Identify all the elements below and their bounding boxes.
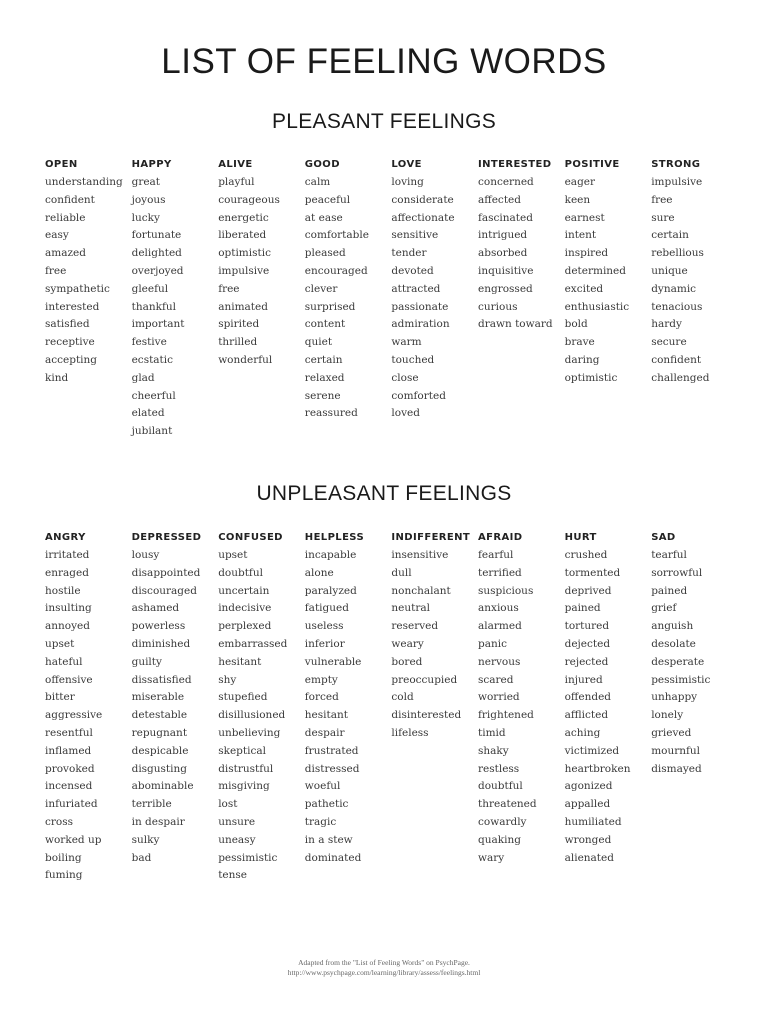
column-heading: HAPPY xyxy=(131,159,172,170)
feeling-word: dismayed xyxy=(651,762,702,775)
feeling-word: curious xyxy=(478,300,518,313)
feeling-word: tortured xyxy=(564,620,610,633)
feeling-word: perplexed xyxy=(218,620,272,633)
source-footer xyxy=(0,958,768,978)
feeling-word: playful xyxy=(218,176,255,188)
feeling-word: powerless xyxy=(131,620,186,633)
feeling-column-depressed xyxy=(132,529,218,867)
feeling-word: quaking xyxy=(478,833,521,846)
feeling-word: drawn toward xyxy=(478,318,553,331)
feeling-word: worried xyxy=(478,691,520,704)
feeling-word: satisfied xyxy=(45,318,90,331)
feeling-word: daring xyxy=(564,353,600,366)
feeling-word: hateful xyxy=(45,655,83,668)
feeling-word: secure xyxy=(651,336,687,349)
feeling-word: preoccupied xyxy=(391,673,458,686)
feeling-word: inflamed xyxy=(45,744,92,757)
feeling-column-afraid xyxy=(478,529,564,867)
feeling-word: intrigued xyxy=(478,229,528,242)
feeling-word: insulting xyxy=(45,602,92,615)
feeling-word: hesitant xyxy=(218,655,262,668)
column-heading: STRONG xyxy=(651,159,701,170)
column-heading: HURT xyxy=(564,532,597,543)
feeling-word: close xyxy=(391,371,419,384)
feeling-word: tense xyxy=(218,869,247,882)
feeling-word: panic xyxy=(478,637,507,650)
feeling-word: incapable xyxy=(304,549,357,561)
feeling-word: heartbroken xyxy=(564,762,631,775)
feeling-word: alone xyxy=(304,566,334,579)
feeling-word: scared xyxy=(478,673,514,686)
feeling-word: sulky xyxy=(131,833,160,846)
feeling-word: certain xyxy=(304,353,343,366)
feeling-word: frustrated xyxy=(304,744,359,757)
feeling-word: pessimistic xyxy=(218,851,278,864)
feeling-word: wonderful xyxy=(218,353,273,366)
feeling-word: distrustful xyxy=(218,762,274,775)
feeling-word: comfortable xyxy=(304,229,369,242)
feeling-word: uncertain xyxy=(218,584,270,597)
feeling-word: afflicted xyxy=(564,709,609,722)
feeling-word: important xyxy=(131,318,185,331)
feeling-word: misgiving xyxy=(218,780,270,793)
feeling-word: pained xyxy=(564,602,601,615)
feeling-word: dominated xyxy=(304,851,362,864)
column-heading: GOOD xyxy=(304,159,340,170)
feeling-word: spirited xyxy=(218,318,260,331)
feeling-word: festive xyxy=(131,336,167,349)
feeling-word: hesitant xyxy=(304,709,348,722)
feeling-word: vulnerable xyxy=(304,655,362,668)
feeling-word: pleased xyxy=(304,247,346,260)
feeling-word: offended xyxy=(564,691,612,704)
feeling-word: lifeless xyxy=(391,726,429,739)
feeling-word: discouraged xyxy=(131,584,197,597)
feeling-word: disinterested xyxy=(391,709,462,722)
feeling-word: upset xyxy=(45,637,75,650)
feeling-word: cowardly xyxy=(478,815,527,828)
feeling-word: woeful xyxy=(304,780,341,793)
feeling-word: eager xyxy=(564,176,596,188)
feeling-word: sure xyxy=(651,211,675,224)
feeling-word: repugnant xyxy=(131,726,188,739)
feeling-word: earnest xyxy=(564,211,605,224)
feeling-word: brave xyxy=(564,336,595,349)
feeling-word: irritated xyxy=(45,549,90,561)
feeling-word: surprised xyxy=(304,300,356,313)
feeling-word: useless xyxy=(304,620,344,633)
feeling-word: unique xyxy=(651,264,688,277)
feeling-word: excited xyxy=(564,282,604,295)
feeling-word: disgusting xyxy=(131,762,187,775)
column-heading: POSITIVE xyxy=(564,159,620,170)
feeling-column-positive xyxy=(565,156,651,388)
feeling-word: anxious xyxy=(478,602,519,615)
feeling-word: quiet xyxy=(304,336,333,349)
feeling-word: comforted xyxy=(391,389,446,402)
feeling-word: annoyed xyxy=(45,620,90,633)
feeling-word: lousy xyxy=(131,549,160,561)
feeling-word: humiliated xyxy=(564,815,622,828)
feeling-word: unhappy xyxy=(651,691,698,704)
feeling-word: affectionate xyxy=(391,211,455,224)
feeling-word: encouraged xyxy=(304,264,368,277)
feeling-word: sorrowful xyxy=(651,566,703,579)
feeling-word: unsure xyxy=(218,815,256,828)
feeling-word: empty xyxy=(304,673,338,686)
feeling-word: despair xyxy=(304,726,345,739)
unpleasant-heading: UNPLEASANT FEELINGS xyxy=(256,482,512,505)
feeling-word: suspicious xyxy=(478,584,534,597)
feeling-word: fatigued xyxy=(304,602,349,615)
feeling-word: paralyzed xyxy=(304,584,357,597)
feeling-column-love xyxy=(391,156,477,423)
feeling-word: elated xyxy=(131,407,165,420)
feeling-word: thankful xyxy=(131,300,176,313)
feeling-word: forced xyxy=(304,691,339,704)
feeling-word: reserved xyxy=(391,620,439,633)
feeling-word: delighted xyxy=(131,247,182,260)
feeling-word: ecstatic xyxy=(131,353,174,366)
feeling-word: content xyxy=(304,318,346,331)
feeling-word: incensed xyxy=(45,780,93,793)
feeling-word: loved xyxy=(391,407,420,420)
feeling-word: rebellious xyxy=(651,247,704,260)
feeling-word: liberated xyxy=(218,229,267,242)
feeling-word: receptive xyxy=(45,336,95,349)
feeling-word: anguish xyxy=(651,620,694,633)
column-heading: INDIFFERENT xyxy=(391,532,471,543)
feeling-word: concerned xyxy=(478,176,534,188)
feeling-column-helpless xyxy=(305,529,391,867)
feeling-word: nonchalant xyxy=(391,584,451,597)
feeling-word: at ease xyxy=(304,211,343,224)
column-heading: HELPLESS xyxy=(304,532,365,543)
feeling-word: free xyxy=(45,264,67,277)
feeling-word: hardy xyxy=(651,318,682,331)
feeling-word: desolate xyxy=(651,637,696,650)
feeling-word: grieved xyxy=(651,726,692,739)
feeling-word: considerate xyxy=(391,193,454,206)
feeling-word: crushed xyxy=(564,549,608,561)
feeling-column-confused xyxy=(218,529,304,885)
feeling-word: ashamed xyxy=(131,602,180,615)
feeling-word: tearful xyxy=(651,549,687,561)
feeling-word: miserable xyxy=(131,691,185,704)
feeling-word: hostile xyxy=(45,584,81,597)
feeling-word: uneasy xyxy=(218,833,256,846)
feeling-column-good xyxy=(305,156,391,423)
feeling-word: loving xyxy=(391,176,424,188)
feeling-column-happy xyxy=(132,156,218,441)
feeling-word: affected xyxy=(478,193,521,206)
feeling-word: cross xyxy=(45,815,73,828)
feeling-word: tragic xyxy=(304,815,337,828)
pleasant-heading: PLEASANT FEELINGS xyxy=(271,110,497,133)
feeling-word: passionate xyxy=(391,300,449,313)
feeling-word: resentful xyxy=(45,726,93,739)
feeling-word: lost xyxy=(218,798,238,811)
feeling-word: fortunate xyxy=(131,229,182,242)
feeling-word: tormented xyxy=(564,566,621,579)
feeling-word: in despair xyxy=(131,815,185,828)
column-heading: LOVE xyxy=(391,159,422,170)
feeling-word: optimistic xyxy=(564,371,618,384)
feeling-word: boiling xyxy=(45,851,82,864)
feeling-word: optimistic xyxy=(218,247,271,260)
feeling-word: alienated xyxy=(564,851,614,864)
feeling-word: absorbed xyxy=(478,247,528,260)
feeling-word: neutral xyxy=(391,602,430,615)
feeling-word: dissatisfied xyxy=(131,673,192,686)
column-heading: SAD xyxy=(651,532,676,543)
feeling-word: warm xyxy=(391,336,422,349)
feeling-word: kind xyxy=(45,371,69,384)
feeling-word: embarrassed xyxy=(218,637,288,650)
feeling-word: victimized xyxy=(564,744,620,757)
column-heading: CONFUSED xyxy=(218,532,283,543)
feeling-word: infuriated xyxy=(45,798,98,811)
feeling-word: detestable xyxy=(131,709,188,722)
feeling-word: appalled xyxy=(564,798,611,811)
feeling-word: weary xyxy=(391,637,424,650)
source-url: http://www.psychpage.com/learning/library/assess/feelings.html xyxy=(287,968,481,977)
feeling-word: tender xyxy=(391,247,427,260)
column-heading: ALIVE xyxy=(218,159,253,170)
feeling-word: bold xyxy=(564,318,588,331)
column-heading: INTERESTED xyxy=(478,159,552,170)
feeling-word: disillusioned xyxy=(218,709,286,722)
feeling-word: fearful xyxy=(478,549,514,561)
feeling-word: dynamic xyxy=(651,282,697,295)
feeling-word: free xyxy=(651,193,673,206)
feeling-word: jubilant xyxy=(131,425,173,438)
feeling-word: dejected xyxy=(564,637,611,650)
feeling-word: enraged xyxy=(45,566,89,579)
feeling-word: doubtful xyxy=(478,780,523,793)
feeling-word: keen xyxy=(564,193,591,206)
feeling-word: sensitive xyxy=(391,229,439,242)
feeling-word: frightened xyxy=(478,709,534,722)
feeling-word: fascinated xyxy=(478,211,533,224)
feeling-word: enthusiastic xyxy=(564,300,630,313)
feeling-word: in a stew xyxy=(304,833,353,846)
feeling-word: insensitive xyxy=(391,549,449,561)
feeling-word: grief xyxy=(651,602,677,615)
column-heading: OPEN xyxy=(45,159,78,170)
feeling-word: peaceful xyxy=(304,193,351,206)
feeling-word: overjoyed xyxy=(131,264,184,277)
feeling-word: bitter xyxy=(45,691,75,704)
feeling-word: glad xyxy=(131,371,155,384)
feeling-word: restless xyxy=(478,762,520,775)
feeling-word: challenged xyxy=(651,371,710,384)
feeling-word: rejected xyxy=(564,655,609,668)
feeling-word: lonely xyxy=(651,709,684,722)
feeling-word: desperate xyxy=(651,655,705,668)
page-title: LIST OF FEELING WORDS xyxy=(161,42,607,81)
feeling-word: easy xyxy=(45,229,69,242)
feeling-word: threatened xyxy=(478,798,537,811)
feeling-word: energetic xyxy=(218,211,269,224)
feeling-word: aggressive xyxy=(45,709,103,722)
feeling-word: gleeful xyxy=(131,282,169,295)
feeling-word: offensive xyxy=(45,673,93,686)
feeling-word: injured xyxy=(564,673,603,686)
source-attribution: Adapted from the "List of Feeling Words" on PsychPage. xyxy=(298,958,470,967)
feeling-word: joyous xyxy=(131,193,166,206)
feeling-word: indecisive xyxy=(218,602,272,615)
feeling-word: wary xyxy=(478,851,505,864)
feeling-word: impulsive xyxy=(651,176,703,188)
feeling-word: mournful xyxy=(651,744,701,757)
feeling-word: serene xyxy=(304,389,341,402)
feeling-word: engrossed xyxy=(478,282,533,295)
feeling-word: cold xyxy=(391,691,414,704)
feeling-word: attracted xyxy=(391,282,441,295)
feeling-word: guilty xyxy=(131,655,162,668)
feeling-word: devoted xyxy=(391,264,434,277)
feeling-word: reassured xyxy=(304,407,358,420)
feeling-word: impulsive xyxy=(218,264,270,277)
feeling-word: agonized xyxy=(564,780,613,793)
feeling-word: worked up xyxy=(45,833,102,846)
feeling-column-hurt xyxy=(565,529,651,867)
feeling-word: reliable xyxy=(45,211,86,224)
feeling-word: fuming xyxy=(45,869,83,882)
feeling-word: terrible xyxy=(131,798,172,811)
feeling-word: animated xyxy=(218,300,268,313)
feeling-word: diminished xyxy=(131,637,191,650)
feeling-word: admiration xyxy=(391,318,450,331)
feeling-word: lucky xyxy=(131,211,160,224)
feeling-word: upset xyxy=(218,549,248,561)
feeling-word: great xyxy=(131,176,161,188)
feeling-word: despicable xyxy=(131,744,189,757)
feeling-word: inferior xyxy=(304,637,345,650)
feeling-word: amazed xyxy=(45,247,86,260)
feeling-word: relaxed xyxy=(304,371,345,384)
feeling-column-interested xyxy=(478,156,564,334)
feeling-word: distressed xyxy=(304,762,360,775)
feeling-word: pessimistic xyxy=(651,673,711,686)
feeling-word: calm xyxy=(304,176,331,188)
feeling-word: aching xyxy=(564,726,601,739)
feeling-word: certain xyxy=(651,229,689,242)
feeling-word: accepting xyxy=(45,353,98,366)
feeling-word: provoked xyxy=(45,762,95,775)
feeling-word: pathetic xyxy=(304,798,349,811)
feeling-word: intent xyxy=(564,229,597,242)
feeling-word: pained xyxy=(651,584,688,597)
feeling-word: free xyxy=(218,282,240,295)
feeling-word: terrified xyxy=(478,566,522,579)
feeling-word: doubtful xyxy=(218,566,263,579)
feeling-word: cheerful xyxy=(131,389,176,402)
feeling-word: dull xyxy=(391,566,412,579)
feeling-word: timid xyxy=(478,726,506,739)
column-heading: DEPRESSED xyxy=(131,532,202,543)
feeling-word: understanding xyxy=(45,176,123,188)
feeling-word: stupefied xyxy=(218,691,268,704)
column-heading: AFRAID xyxy=(478,532,523,543)
feeling-word: abominable xyxy=(131,780,194,793)
feeling-word: inspired xyxy=(564,247,609,260)
feeling-word: touched xyxy=(391,353,435,366)
feeling-word: tenacious xyxy=(651,300,703,313)
feeling-word: interested xyxy=(45,300,100,313)
feeling-word: sympathetic xyxy=(45,282,110,295)
feeling-word: inquisitive xyxy=(478,264,534,277)
feeling-column-sad xyxy=(651,529,737,778)
feeling-word: shy xyxy=(218,673,237,686)
feeling-word: determined xyxy=(564,264,626,277)
feeling-word: shaky xyxy=(478,744,509,757)
feeling-word: thrilled xyxy=(218,336,258,349)
feeling-word: bored xyxy=(391,655,423,668)
feeling-word: deprived xyxy=(564,584,612,597)
feeling-word: confident xyxy=(45,193,95,206)
feeling-word: unbelieving xyxy=(218,726,281,739)
feeling-word: disappointed xyxy=(131,566,201,579)
feeling-column-strong xyxy=(651,156,737,388)
feeling-word: confident xyxy=(651,353,702,366)
feeling-column-open xyxy=(45,156,131,388)
feeling-word: alarmed xyxy=(478,620,522,633)
feeling-word: courageous xyxy=(218,193,280,206)
feeling-word: nervous xyxy=(478,655,521,668)
feeling-word: skeptical xyxy=(218,744,266,757)
feeling-column-alive xyxy=(218,156,304,370)
feeling-column-angry xyxy=(45,529,131,885)
feeling-word: wronged xyxy=(564,833,612,846)
feeling-word: bad xyxy=(131,851,152,864)
feeling-word: clever xyxy=(304,282,338,295)
column-heading: ANGRY xyxy=(45,532,86,543)
feeling-column-indifferent xyxy=(391,529,477,743)
